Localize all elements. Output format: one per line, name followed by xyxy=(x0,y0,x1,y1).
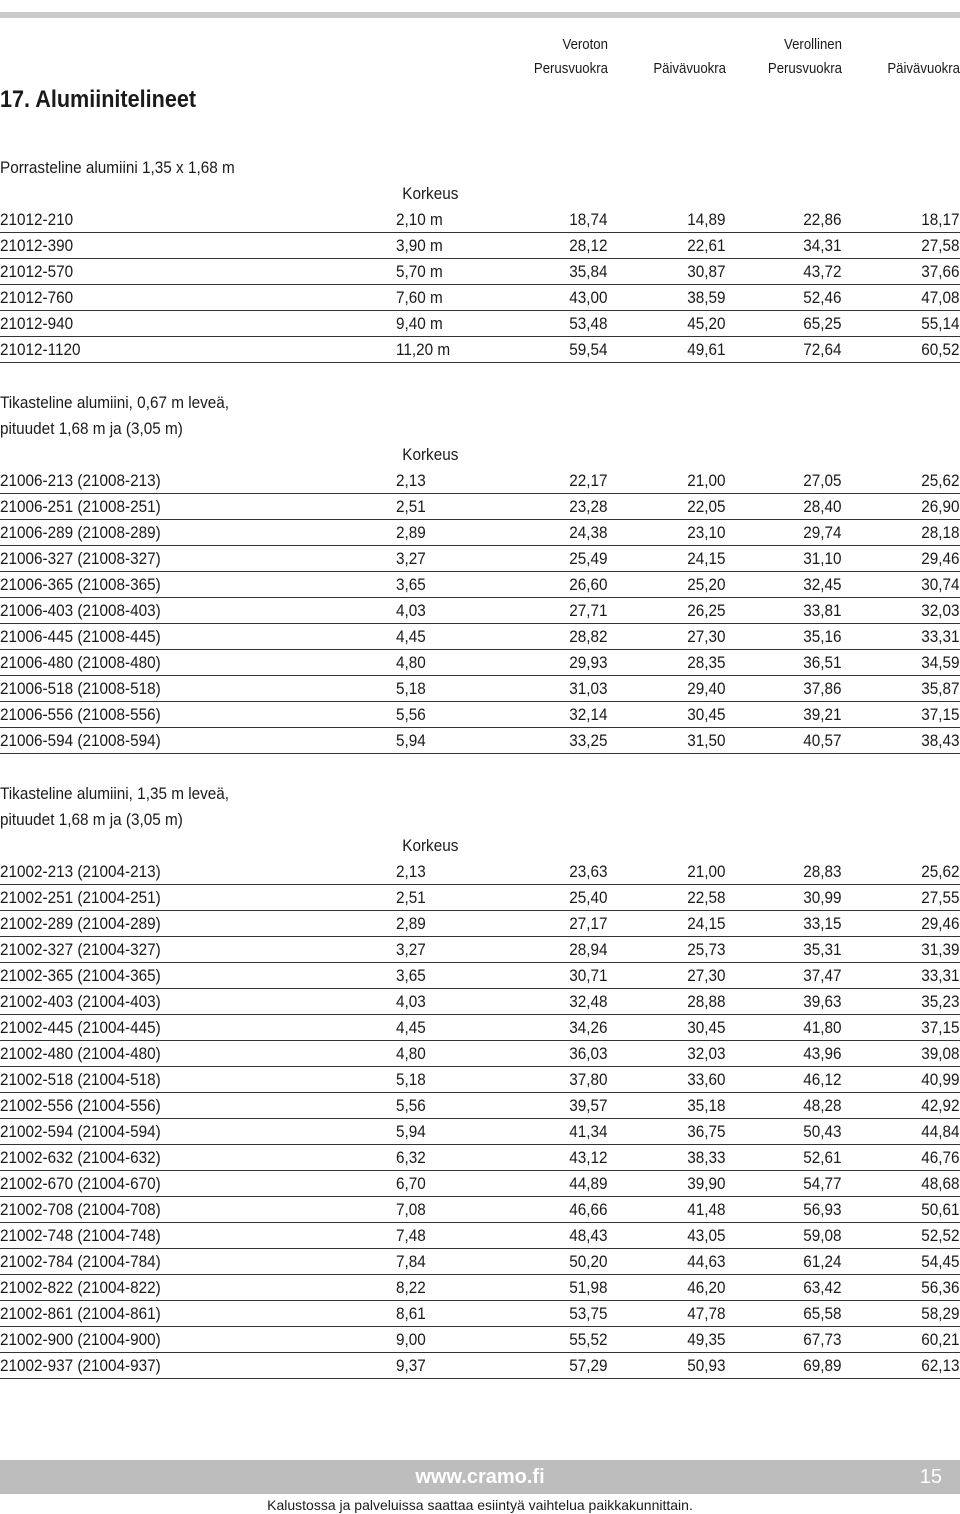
product-code-cell: 21006-403 (21008-403) xyxy=(0,601,161,620)
height-value-cell: 8,22 xyxy=(396,1278,426,1297)
page-title: 17. Alumiinitelineet xyxy=(0,86,197,113)
veroton-perusvuokra-cell: 36,03 xyxy=(569,1044,608,1063)
product-code-cell: 21006-213 (21008-213) xyxy=(0,471,161,490)
veroton-paivavuokra-cell: 28,88 xyxy=(687,992,726,1011)
table-row xyxy=(0,1171,960,1197)
table-row xyxy=(0,885,960,911)
veroton-paivavuokra-cell: 26,25 xyxy=(687,601,726,620)
table-row xyxy=(0,859,960,885)
section-porrasteline xyxy=(0,155,960,363)
verollinen-perusvuokra-cell: 40,57 xyxy=(803,731,842,750)
height-value-cell: 2,10 m xyxy=(396,210,443,229)
footer-website-link[interactable]: www.cramo.fi xyxy=(415,1466,545,1488)
height-value-cell: 4,80 xyxy=(396,1044,426,1063)
verollinen-perusvuokra-cell: 46,12 xyxy=(803,1070,842,1089)
product-code-cell: 21002-594 (21004-594) xyxy=(0,1122,161,1141)
veroton-paivavuokra-cell: 14,89 xyxy=(687,210,726,229)
veroton-perusvuokra-cell: 39,57 xyxy=(569,1096,608,1115)
height-value-cell: 7,60 m xyxy=(396,288,443,307)
column-header-bottom: Päivävuokra xyxy=(887,60,960,77)
section-title: Tikasteline alumiini, 1,35 m leveä, pituudet 1,68 m ja (3,05 m) xyxy=(0,784,230,829)
veroton-paivavuokra-cell: 24,15 xyxy=(687,914,726,933)
section-title: Tikasteline alumiini, 0,67 m leveä, pituudet 1,68 m ja (3,05 m) xyxy=(0,393,230,438)
height-column-label: Korkeus xyxy=(401,445,458,464)
verollinen-perusvuokra-cell: 39,63 xyxy=(803,992,842,1011)
column-header-top xyxy=(854,33,960,57)
height-value-cell: 8,61 xyxy=(396,1304,426,1323)
product-code-cell: 21002-822 (21004-822) xyxy=(0,1278,161,1297)
verollinen-perusvuokra-cell: 65,58 xyxy=(803,1304,842,1323)
product-code-cell: 21006-556 (21008-556) xyxy=(0,705,161,724)
veroton-paivavuokra-cell: 28,35 xyxy=(687,653,726,672)
table-row xyxy=(0,1067,960,1093)
verollinen-paivavuokra-cell: 32,03 xyxy=(921,601,960,620)
verollinen-paivavuokra-cell: 33,31 xyxy=(921,627,960,646)
verollinen-paivavuokra-cell: 37,15 xyxy=(921,705,960,724)
height-value-cell: 11,20 m xyxy=(396,340,451,359)
price-table xyxy=(0,468,960,754)
product-code-cell: 21002-289 (21004-289) xyxy=(0,914,161,933)
column-header-bottom: Perusvuokra xyxy=(533,60,608,77)
product-code-cell: 21002-784 (21004-784) xyxy=(0,1252,161,1271)
verollinen-perusvuokra-cell: 48,28 xyxy=(803,1096,842,1115)
verollinen-perusvuokra-cell: 35,31 xyxy=(803,940,842,959)
height-value-cell: 5,94 xyxy=(396,1122,426,1141)
veroton-perusvuokra-cell: 59,54 xyxy=(569,340,608,359)
verollinen-paivavuokra-cell: 27,55 xyxy=(921,888,960,907)
height-value-cell: 4,80 xyxy=(396,653,426,672)
height-value-cell: 7,48 xyxy=(396,1226,426,1245)
verollinen-paivavuokra-cell: 48,68 xyxy=(921,1174,960,1193)
table-row xyxy=(0,285,960,311)
veroton-perusvuokra-cell: 48,43 xyxy=(569,1226,608,1245)
veroton-paivavuokra-cell: 30,45 xyxy=(687,705,726,724)
product-code-cell: 21002-900 (21004-900) xyxy=(0,1330,161,1349)
product-code-cell: 21012-390 xyxy=(0,236,74,255)
height-value-cell: 6,70 xyxy=(396,1174,426,1193)
veroton-perusvuokra-cell: 53,48 xyxy=(569,314,608,333)
veroton-perusvuokra-cell: 25,49 xyxy=(569,549,608,568)
verollinen-perusvuokra-cell: 27,05 xyxy=(803,471,842,490)
verollinen-paivavuokra-cell: 37,15 xyxy=(921,1018,960,1037)
veroton-perusvuokra-cell: 33,25 xyxy=(569,731,608,750)
column-header-veroton-perusvuokra xyxy=(502,33,608,81)
verollinen-perusvuokra-cell: 59,08 xyxy=(803,1226,842,1245)
veroton-paivavuokra-cell: 29,40 xyxy=(687,679,726,698)
veroton-perusvuokra-cell: 44,89 xyxy=(569,1174,608,1193)
veroton-paivavuokra-cell: 39,90 xyxy=(687,1174,726,1193)
height-value-cell: 3,65 xyxy=(396,966,426,985)
height-value-cell: 3,90 m xyxy=(396,236,443,255)
height-value-cell: 5,56 xyxy=(396,705,426,724)
table-row xyxy=(0,494,960,520)
verollinen-paivavuokra-cell: 60,21 xyxy=(921,1330,960,1349)
veroton-perusvuokra-cell: 28,94 xyxy=(569,940,608,959)
verollinen-paivavuokra-cell: 46,76 xyxy=(921,1148,960,1167)
veroton-paivavuokra-cell: 24,15 xyxy=(687,549,726,568)
veroton-paivavuokra-cell: 25,73 xyxy=(687,940,726,959)
veroton-perusvuokra-cell: 29,93 xyxy=(569,653,608,672)
table-row xyxy=(0,624,960,650)
veroton-paivavuokra-cell: 44,63 xyxy=(687,1252,726,1271)
product-code-cell: 21006-445 (21008-445) xyxy=(0,627,161,646)
height-value-cell: 5,18 xyxy=(396,1070,426,1089)
veroton-paivavuokra-cell: 38,59 xyxy=(687,288,726,307)
veroton-perusvuokra-cell: 53,75 xyxy=(569,1304,608,1323)
height-value-cell: 5,18 xyxy=(396,679,426,698)
height-value-cell: 2,89 xyxy=(396,523,426,542)
verollinen-perusvuokra-cell: 37,86 xyxy=(803,679,842,698)
veroton-paivavuokra-cell: 31,50 xyxy=(687,731,726,750)
product-code-cell: 21002-518 (21004-518) xyxy=(0,1070,161,1089)
verollinen-paivavuokra-cell: 30,74 xyxy=(921,575,960,594)
veroton-perusvuokra-cell: 31,03 xyxy=(569,679,608,698)
top-decorative-bar xyxy=(0,12,960,18)
price-table xyxy=(0,207,960,363)
table-row xyxy=(0,233,960,259)
product-code-cell: 21012-940 xyxy=(0,314,74,333)
verollinen-perusvuokra-cell: 43,72 xyxy=(803,262,842,281)
verollinen-perusvuokra-cell: 33,15 xyxy=(803,914,842,933)
verollinen-perusvuokra-cell: 63,42 xyxy=(803,1278,842,1297)
veroton-perusvuokra-cell: 28,12 xyxy=(569,236,608,255)
veroton-paivavuokra-cell: 23,10 xyxy=(687,523,726,542)
veroton-paivavuokra-cell: 35,18 xyxy=(687,1096,726,1115)
table-row xyxy=(0,207,960,233)
veroton-perusvuokra-cell: 51,98 xyxy=(569,1278,608,1297)
product-code-cell: 21012-570 xyxy=(0,262,74,281)
veroton-perusvuokra-cell: 23,28 xyxy=(569,497,608,516)
veroton-perusvuokra-cell: 23,63 xyxy=(569,862,608,881)
veroton-perusvuokra-cell: 35,84 xyxy=(569,262,608,281)
column-header-veroton-paivavuokra xyxy=(620,33,726,81)
table-row xyxy=(0,598,960,624)
verollinen-perusvuokra-cell: 52,46 xyxy=(803,288,842,307)
column-header-verollinen-perusvuokra xyxy=(736,33,842,81)
product-code-cell: 21006-251 (21008-251) xyxy=(0,497,161,516)
verollinen-perusvuokra-cell: 22,86 xyxy=(803,210,842,229)
verollinen-paivavuokra-cell: 44,84 xyxy=(921,1122,960,1141)
verollinen-perusvuokra-cell: 69,89 xyxy=(803,1356,842,1375)
veroton-paivavuokra-cell: 25,20 xyxy=(687,575,726,594)
column-header-top xyxy=(620,33,726,57)
table-row xyxy=(0,1041,960,1067)
veroton-perusvuokra-cell: 34,26 xyxy=(569,1018,608,1037)
verollinen-paivavuokra-cell: 25,62 xyxy=(921,862,960,881)
height-value-cell: 3,27 xyxy=(396,940,426,959)
height-value-cell: 6,32 xyxy=(396,1148,426,1167)
product-code-cell: 21002-327 (21004-327) xyxy=(0,940,161,959)
height-value-cell: 7,08 xyxy=(396,1200,426,1219)
page-number: 15 xyxy=(919,1466,942,1488)
verollinen-paivavuokra-cell: 38,43 xyxy=(921,731,960,750)
product-code-cell: 21002-861 (21004-861) xyxy=(0,1304,161,1323)
veroton-paivavuokra-cell: 36,75 xyxy=(687,1122,726,1141)
table-row xyxy=(0,650,960,676)
veroton-paivavuokra-cell: 45,20 xyxy=(687,314,726,333)
height-value-cell: 2,13 xyxy=(396,862,426,881)
table-row xyxy=(0,1093,960,1119)
veroton-paivavuokra-cell: 30,87 xyxy=(687,262,726,281)
verollinen-paivavuokra-cell: 29,46 xyxy=(921,914,960,933)
verollinen-paivavuokra-cell: 34,59 xyxy=(921,653,960,672)
veroton-paivavuokra-cell: 49,35 xyxy=(687,1330,726,1349)
product-code-cell: 21002-480 (21004-480) xyxy=(0,1044,161,1063)
table-row xyxy=(0,259,960,285)
veroton-perusvuokra-cell: 43,00 xyxy=(569,288,608,307)
veroton-paivavuokra-cell: 21,00 xyxy=(687,862,726,881)
veroton-perusvuokra-cell: 57,29 xyxy=(569,1356,608,1375)
section-title: Porrasteline alumiini 1,35 x 1,68 m xyxy=(0,158,235,177)
veroton-perusvuokra-cell: 30,71 xyxy=(569,966,608,985)
height-value-cell: 9,40 m xyxy=(396,314,443,333)
verollinen-paivavuokra-cell: 40,99 xyxy=(921,1070,960,1089)
product-code-cell: 21012-760 xyxy=(0,288,74,307)
table-row xyxy=(0,468,960,494)
verollinen-perusvuokra-cell: 50,43 xyxy=(803,1122,842,1141)
height-value-cell: 3,27 xyxy=(396,549,426,568)
product-code-cell: 21002-632 (21004-632) xyxy=(0,1148,161,1167)
verollinen-paivavuokra-cell: 58,29 xyxy=(921,1304,960,1323)
veroton-paivavuokra-cell: 46,20 xyxy=(687,1278,726,1297)
table-row xyxy=(0,676,960,702)
section-tikasteline-067 xyxy=(0,390,960,754)
table-row xyxy=(0,937,960,963)
verollinen-perusvuokra-cell: 28,83 xyxy=(803,862,842,881)
table-row xyxy=(0,1223,960,1249)
product-code-cell: 21002-403 (21004-403) xyxy=(0,992,161,1011)
table-row xyxy=(0,911,960,937)
table-row xyxy=(0,1145,960,1171)
height-value-cell: 4,03 xyxy=(396,992,426,1011)
product-code-cell: 21012-1120 xyxy=(0,340,81,359)
table-row xyxy=(0,337,960,363)
veroton-perusvuokra-cell: 32,14 xyxy=(569,705,608,724)
product-code-cell: 21002-445 (21004-445) xyxy=(0,1018,161,1037)
veroton-perusvuokra-cell: 43,12 xyxy=(569,1148,608,1167)
height-value-cell: 5,56 xyxy=(396,1096,426,1115)
veroton-paivavuokra-cell: 22,61 xyxy=(687,236,726,255)
verollinen-perusvuokra-cell: 34,31 xyxy=(803,236,842,255)
veroton-paivavuokra-cell: 38,33 xyxy=(687,1148,726,1167)
verollinen-paivavuokra-cell: 26,90 xyxy=(921,497,960,516)
veroton-paivavuokra-cell: 33,60 xyxy=(687,1070,726,1089)
verollinen-paivavuokra-cell: 33,31 xyxy=(921,966,960,985)
veroton-perusvuokra-cell: 32,48 xyxy=(569,992,608,1011)
footer-disclaimer: Kalustossa ja palveluissa saattaa esiintyä vaihtelua paikkakunnittain. xyxy=(267,1497,693,1513)
table-row xyxy=(0,1015,960,1041)
height-value-cell: 9,00 xyxy=(396,1330,426,1349)
height-value-cell: 7,84 xyxy=(396,1252,426,1271)
table-row xyxy=(0,520,960,546)
verollinen-paivavuokra-cell: 35,87 xyxy=(921,679,960,698)
table-row xyxy=(0,963,960,989)
product-code-cell: 21006-480 (21008-480) xyxy=(0,653,161,672)
height-value-cell: 5,70 m xyxy=(396,262,443,281)
verollinen-paivavuokra-cell: 28,18 xyxy=(921,523,960,542)
column-header-bottom: Perusvuokra xyxy=(767,60,842,77)
verollinen-paivavuokra-cell: 27,58 xyxy=(921,236,960,255)
veroton-paivavuokra-cell: 50,93 xyxy=(687,1356,726,1375)
veroton-perusvuokra-cell: 37,80 xyxy=(569,1070,608,1089)
veroton-paivavuokra-cell: 43,05 xyxy=(687,1226,726,1245)
veroton-paivavuokra-cell: 22,58 xyxy=(687,888,726,907)
product-code-cell: 21006-365 (21008-365) xyxy=(0,575,161,594)
verollinen-paivavuokra-cell: 50,61 xyxy=(921,1200,960,1219)
height-value-cell: 4,45 xyxy=(396,627,426,646)
product-code-cell: 21012-210 xyxy=(0,210,74,229)
verollinen-perusvuokra-cell: 65,25 xyxy=(803,314,842,333)
veroton-paivavuokra-cell: 49,61 xyxy=(687,340,726,359)
veroton-perusvuokra-cell: 27,17 xyxy=(569,914,608,933)
veroton-perusvuokra-cell: 46,66 xyxy=(569,1200,608,1219)
product-code-cell: 21006-594 (21008-594) xyxy=(0,731,161,750)
height-column-label: Korkeus xyxy=(401,836,458,855)
height-value-cell: 2,89 xyxy=(396,914,426,933)
product-code-cell: 21002-556 (21004-556) xyxy=(0,1096,161,1115)
table-row xyxy=(0,1197,960,1223)
verollinen-paivavuokra-cell: 60,52 xyxy=(921,340,960,359)
verollinen-perusvuokra-cell: 37,47 xyxy=(803,966,842,985)
veroton-paivavuokra-cell: 30,45 xyxy=(687,1018,726,1037)
verollinen-paivavuokra-cell: 47,08 xyxy=(921,288,960,307)
product-code-cell: 21002-251 (21004-251) xyxy=(0,888,161,907)
price-table xyxy=(0,859,960,1379)
verollinen-perusvuokra-cell: 41,80 xyxy=(803,1018,842,1037)
verollinen-paivavuokra-cell: 37,66 xyxy=(921,262,960,281)
product-code-cell: 21006-289 (21008-289) xyxy=(0,523,161,542)
product-code-cell: 21002-365 (21004-365) xyxy=(0,966,161,985)
table-row xyxy=(0,728,960,754)
verollinen-paivavuokra-cell: 52,52 xyxy=(921,1226,960,1245)
table-row xyxy=(0,989,960,1015)
table-row xyxy=(0,572,960,598)
verollinen-perusvuokra-cell: 29,74 xyxy=(803,523,842,542)
verollinen-perusvuokra-cell: 35,16 xyxy=(803,627,842,646)
column-header-bottom: Päivävuokra xyxy=(653,60,726,77)
column-header-top: Verollinen xyxy=(784,36,842,53)
veroton-perusvuokra-cell: 55,52 xyxy=(569,1330,608,1349)
table-row xyxy=(0,1301,960,1327)
verollinen-perusvuokra-cell: 32,45 xyxy=(803,575,842,594)
height-value-cell: 2,13 xyxy=(396,471,426,490)
verollinen-paivavuokra-cell: 35,23 xyxy=(921,992,960,1011)
verollinen-perusvuokra-cell: 67,73 xyxy=(803,1330,842,1349)
verollinen-paivavuokra-cell: 42,92 xyxy=(921,1096,960,1115)
verollinen-paivavuokra-cell: 55,14 xyxy=(921,314,960,333)
table-row xyxy=(0,1327,960,1353)
height-column-label: Korkeus xyxy=(401,184,458,203)
product-code-cell: 21002-748 (21004-748) xyxy=(0,1226,161,1245)
veroton-perusvuokra-cell: 22,17 xyxy=(569,471,608,490)
verollinen-perusvuokra-cell: 28,40 xyxy=(803,497,842,516)
veroton-perusvuokra-cell: 25,40 xyxy=(569,888,608,907)
veroton-paivavuokra-cell: 27,30 xyxy=(687,966,726,985)
verollinen-paivavuokra-cell: 39,08 xyxy=(921,1044,960,1063)
verollinen-perusvuokra-cell: 61,24 xyxy=(803,1252,842,1271)
veroton-perusvuokra-cell: 24,38 xyxy=(569,523,608,542)
veroton-paivavuokra-cell: 27,30 xyxy=(687,627,726,646)
column-header-top: Veroton xyxy=(562,36,608,53)
height-value-cell: 3,65 xyxy=(396,575,426,594)
column-header-verollinen-paivavuokra xyxy=(854,33,960,81)
height-value-cell: 2,51 xyxy=(396,497,426,516)
verollinen-perusvuokra-cell: 54,77 xyxy=(803,1174,842,1193)
table-row xyxy=(0,1353,960,1379)
verollinen-perusvuokra-cell: 56,93 xyxy=(803,1200,842,1219)
height-value-cell: 4,03 xyxy=(396,601,426,620)
verollinen-perusvuokra-cell: 72,64 xyxy=(803,340,842,359)
veroton-paivavuokra-cell: 47,78 xyxy=(687,1304,726,1323)
verollinen-paivavuokra-cell: 29,46 xyxy=(921,549,960,568)
verollinen-perusvuokra-cell: 36,51 xyxy=(803,653,842,672)
height-value-cell: 5,94 xyxy=(396,731,426,750)
product-code-cell: 21002-670 (21004-670) xyxy=(0,1174,161,1193)
product-code-cell: 21006-327 (21008-327) xyxy=(0,549,161,568)
veroton-perusvuokra-cell: 50,20 xyxy=(569,1252,608,1271)
table-row xyxy=(0,1249,960,1275)
verollinen-paivavuokra-cell: 31,39 xyxy=(921,940,960,959)
verollinen-perusvuokra-cell: 33,81 xyxy=(803,601,842,620)
table-row xyxy=(0,311,960,337)
height-value-cell: 9,37 xyxy=(396,1356,426,1375)
height-value-cell: 4,45 xyxy=(396,1018,426,1037)
verollinen-paivavuokra-cell: 62,13 xyxy=(921,1356,960,1375)
table-row xyxy=(0,1275,960,1301)
section-tikasteline-135 xyxy=(0,781,960,1379)
veroton-perusvuokra-cell: 18,74 xyxy=(569,210,608,229)
veroton-paivavuokra-cell: 32,03 xyxy=(687,1044,726,1063)
product-code-cell: 21002-213 (21004-213) xyxy=(0,862,161,881)
verollinen-perusvuokra-cell: 31,10 xyxy=(803,549,842,568)
veroton-perusvuokra-cell: 27,71 xyxy=(569,601,608,620)
product-code-cell: 21002-937 (21004-937) xyxy=(0,1356,161,1375)
verollinen-paivavuokra-cell: 54,45 xyxy=(921,1252,960,1271)
verollinen-perusvuokra-cell: 39,21 xyxy=(803,705,842,724)
verollinen-paivavuokra-cell: 25,62 xyxy=(921,471,960,490)
product-code-cell: 21006-518 (21008-518) xyxy=(0,679,161,698)
height-value-cell: 2,51 xyxy=(396,888,426,907)
veroton-paivavuokra-cell: 22,05 xyxy=(687,497,726,516)
veroton-perusvuokra-cell: 26,60 xyxy=(569,575,608,594)
table-row xyxy=(0,702,960,728)
veroton-perusvuokra-cell: 28,82 xyxy=(569,627,608,646)
verollinen-perusvuokra-cell: 43,96 xyxy=(803,1044,842,1063)
product-code-cell: 21002-708 (21004-708) xyxy=(0,1200,161,1219)
verollinen-paivavuokra-cell: 56,36 xyxy=(921,1278,960,1297)
table-row xyxy=(0,1119,960,1145)
verollinen-perusvuokra-cell: 52,61 xyxy=(803,1148,842,1167)
veroton-paivavuokra-cell: 41,48 xyxy=(687,1200,726,1219)
veroton-paivavuokra-cell: 21,00 xyxy=(687,471,726,490)
verollinen-paivavuokra-cell: 18,17 xyxy=(921,210,960,229)
veroton-perusvuokra-cell: 41,34 xyxy=(569,1122,608,1141)
verollinen-perusvuokra-cell: 30,99 xyxy=(803,888,842,907)
table-row xyxy=(0,546,960,572)
